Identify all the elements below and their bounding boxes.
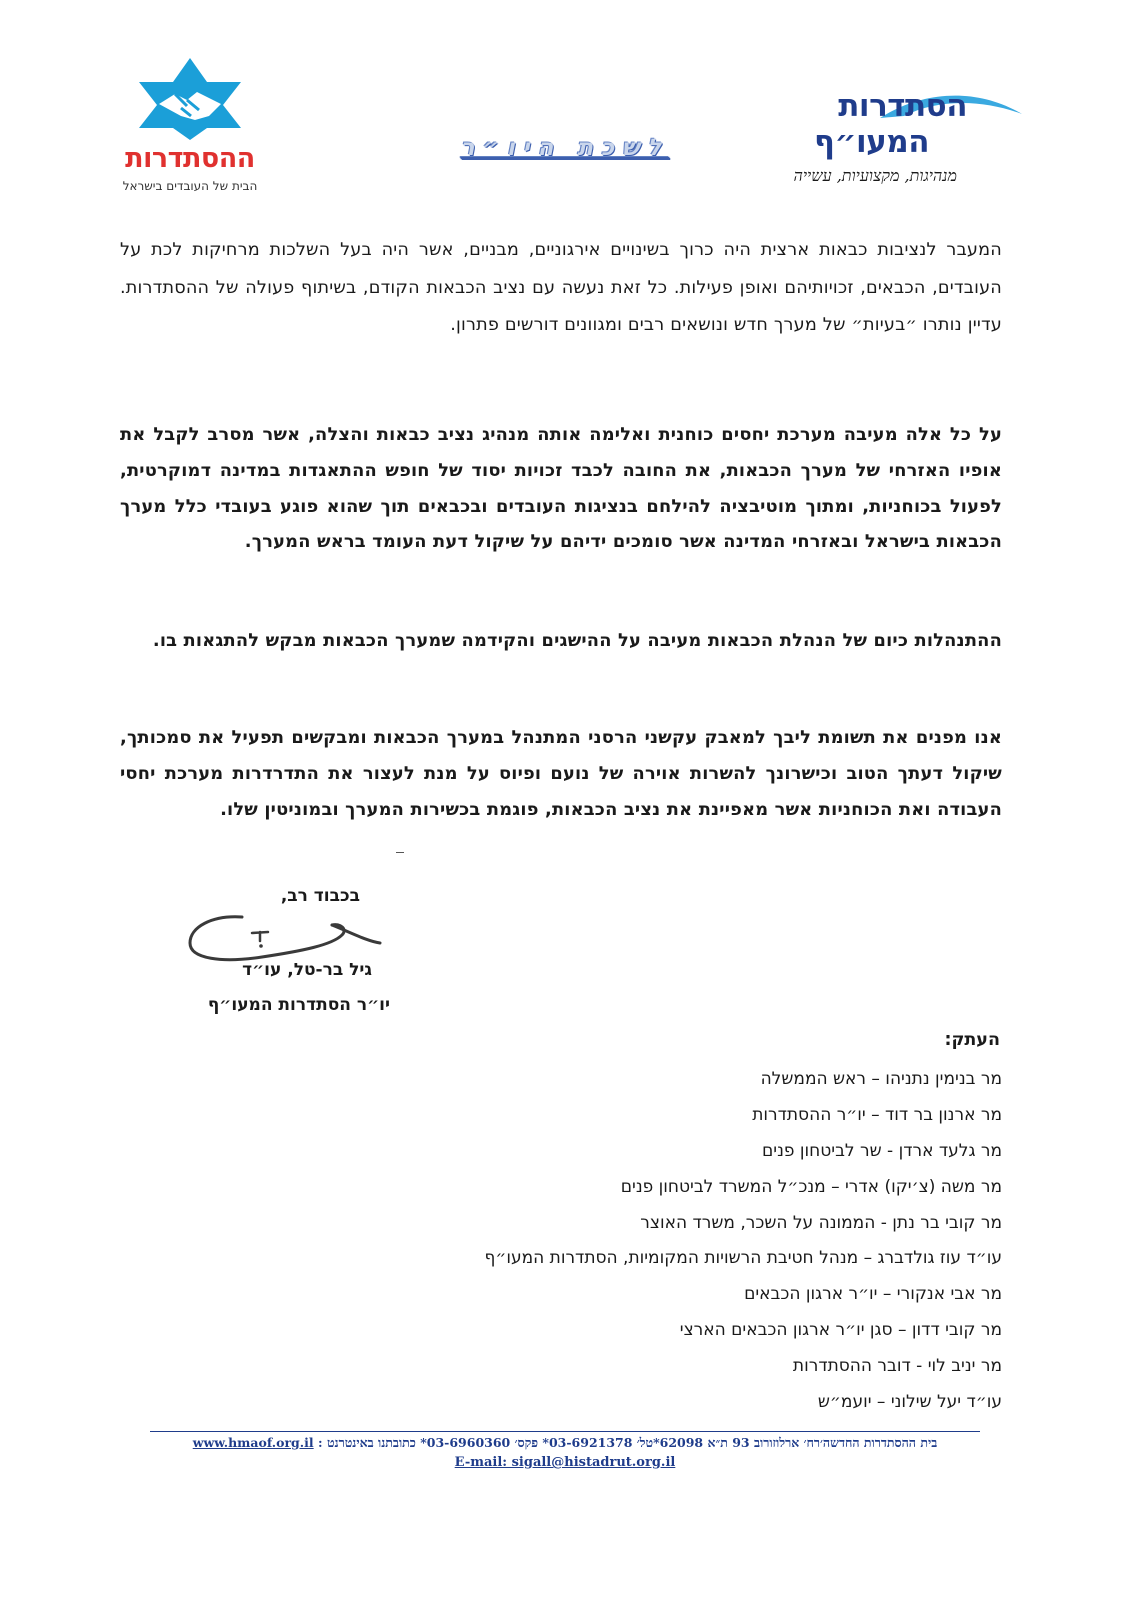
handshake-star-icon: [135, 58, 245, 140]
cc-recipient: מר משה (צ׳יקו) אדרי – מנכ״ל המשרד לביטחון פנים: [620, 1176, 1002, 1197]
histadrut-logo-name: ההסתדרות: [125, 143, 255, 174]
cc-heading: העתק:: [944, 1030, 1000, 1050]
histadrut-logo: [95, 58, 285, 198]
cc-recipient: מר יניב לוי - דובר ההסתדרות: [792, 1356, 1002, 1377]
signer-name: גיל בר-טל, עו״ד: [242, 960, 372, 980]
hmaof-logo-slogan: מנהיגות, מקצועיות, עשייה: [793, 166, 957, 185]
footer-website-link[interactable]: www.hmaof.org.il: [192, 1435, 314, 1450]
cc-recipient: מר גלעד ארדן - שר לביטחון פנים: [762, 1140, 1002, 1161]
footer-address: בית ההסתדרות החדשה׳רח׳ ארלוזורוב 93 ת״א 62098*טל׳ 03-6921378* פקס׳ 03-6960360* כתובתנו באינטרנט :: [318, 1435, 938, 1450]
cc-recipient: עו״ד עוז גולדברג – מנהל חטיבת הרשויות המקומיות, הסתדרות המעו״ף: [484, 1248, 1002, 1269]
hmaof-logo: [775, 70, 1045, 190]
cc-recipient: עו״ד יעל שילוני – יועמ״ש: [817, 1392, 1002, 1413]
body-paragraph-2: על כל אלה מעיבה מערכת יחסים כוחנית ואלימה אותה מנהיג נציב כבאות והצלה, אשר מסרב לקבל את אופיו האזרחי של מערך הכבאות, את החובה לכבד זכויות יסוד של חופש ההתאגדות במדינה דמוקרטית, לפעול בכוחניות, ומתוך מוטיבציה להילחם בנציגות העובדים ובכבאים תוך שהוא פוגע בעובדי כלל מערך הכבאות בישראל ובאזרחי המדינה אשר סומכים ידיהם על שיקול דעת העומד בראש המערך.: [120, 424, 1002, 553]
footer-email-link[interactable]: E-mail: sigall@histadrut.org.il: [454, 1455, 676, 1470]
cc-recipient: מר קובי דדון – סגן יו״ר ארגון הכבאים הארצי: [679, 1320, 1002, 1341]
cc-recipient: מר אבי אנקורי – יו״ר ארגון הכבאים: [744, 1284, 1002, 1305]
cc-recipient: מר בנימין נתניהו – ראש הממשלה: [760, 1069, 1002, 1089]
cc-list: [302, 1062, 1002, 1421]
body-paragraph-4: אנו מפנים את תשומת ליבך למאבק עקשני הרסני המתנהל במערך הכבאות ומבקשים תפעיל את סמכותך, שיקול דעתך הטוב וכישרונך להשרות אוירה של נועם ופיוס על מנת לעצור את התדרדרות מערכת יחסי העבודה ואת הכוחניות אשר מאפיינת את נציב הכבאות, פוגמת בכשירות המערך ובמוניטין שלו.: [120, 727, 1002, 820]
cc-recipient: מר ארנון בר דוד – יו״ר ההסתדרות: [752, 1104, 1002, 1125]
cc-recipient: מר קובי בר נתן - הממונה על השכר, משרד האוצר: [640, 1212, 1002, 1233]
page-title: לשכת היו״ר: [460, 135, 670, 161]
footer-divider: [150, 1431, 980, 1432]
stray-dash: [396, 852, 404, 853]
signer-title: יו״ר הסתדרות המעו״ף: [207, 995, 390, 1015]
body-paragraph-3: ההתנהלות כיום של הנהלת הכבאות מעיבה על ההישגים והקידמה שמערך הכבאות מבקש להתגאות בו.: [152, 630, 1002, 651]
footer-contact-line: [150, 1435, 980, 1451]
histadrut-logo-tagline: הבית של העובדים בישראל: [122, 179, 258, 193]
body-paragraph-1: המעבר לנציבות כבאות ארצית היה כרוך בשינויים אירגוניים, מבניים, אשר היה בעל השלכות מרחיקות לכת על העובדים, הכבאים, זכויותיהם ואופן פעילות. כל זאת נעשה עם נציב הכבאות הקודם, בשיתוף פעולה של ההסתדרות. עדיין נותרו ״בעיות״ של מערך חדש ונושאים רבים ומגוונים דורשים פתרון.: [120, 240, 1002, 335]
closing-regards: בכבוד רב,: [280, 886, 360, 906]
hmaof-logo-line2: המעו״ף: [814, 124, 929, 160]
hmaof-logo-line1: הסתדרות: [838, 88, 967, 124]
